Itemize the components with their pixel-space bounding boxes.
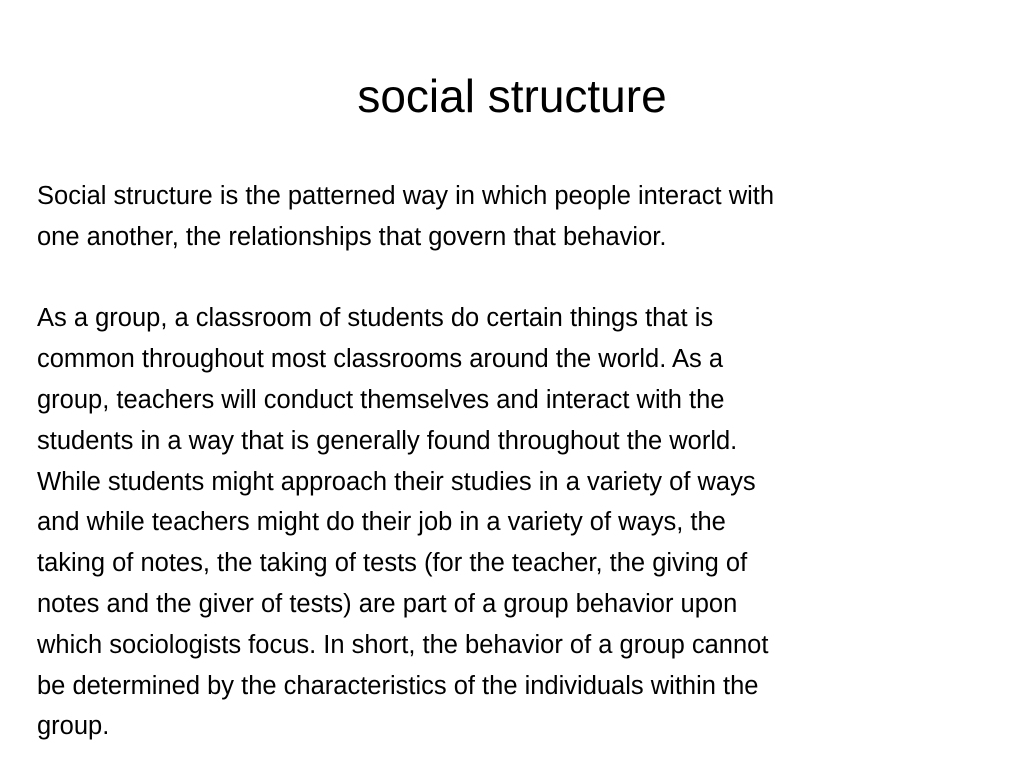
slide-title: social structure — [357, 70, 667, 122]
text-line: While students might approach their studies in a variety of ways — [37, 467, 756, 496]
text-line: group. — [37, 712, 110, 741]
paragraph-definition — [37, 176, 997, 258]
text-line: which sociologists focus. In short, the behavior of a group cannot — [37, 630, 769, 659]
text-line: group, teachers will conduct themselves and interact with the — [37, 385, 725, 414]
text-line: common throughout most classrooms around the world. As a — [37, 345, 723, 374]
text-line: taking of notes, the taking of tests (for the teacher, the giving of — [37, 549, 748, 578]
slide-body — [37, 176, 997, 747]
text-line: and while teachers might do their job in a variety of ways, the — [37, 508, 726, 537]
paragraph-example — [37, 298, 997, 747]
text-line: students in a way that is generally found throughout the world. — [37, 426, 738, 455]
text-line: one another, the relationships that govern that behavior. — [37, 222, 667, 251]
text-line: notes and the giver of tests) are part of a group behavior upon — [37, 589, 738, 618]
text-line: As a group, a classroom of students do certain things that is — [37, 304, 714, 333]
text-line: Social structure is the patterned way in which people interact with — [37, 182, 775, 210]
text-line: be determined by the characteristics of the individuals within the — [37, 671, 759, 700]
